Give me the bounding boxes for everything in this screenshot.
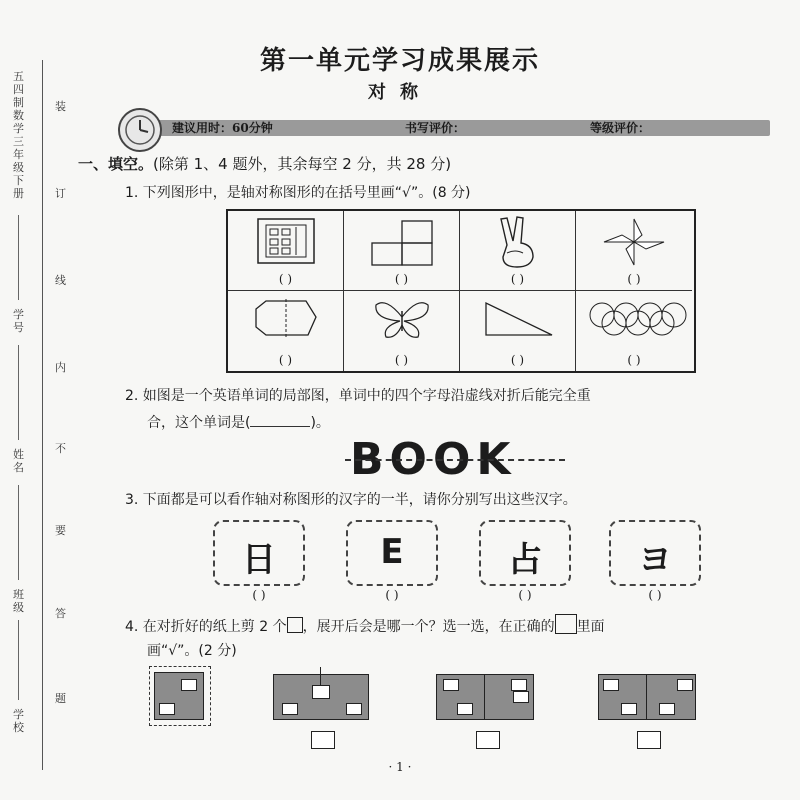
page-number: · 1 · xyxy=(388,760,412,774)
fold-dash-line xyxy=(345,459,565,461)
binding-char: 装 xyxy=(55,100,66,113)
butterfly-icon xyxy=(372,297,432,341)
answer-paren[interactable]: ( ) xyxy=(278,272,293,286)
hexagon-icon xyxy=(252,299,320,339)
question-2-line2 xyxy=(147,412,330,432)
option-c-paper xyxy=(598,674,696,720)
book-info-text: 五四制 数学 三年级 下册 xyxy=(13,70,24,200)
grid-cell xyxy=(228,291,344,371)
cut-hole xyxy=(511,679,527,691)
option-b-paper xyxy=(436,674,534,720)
answer-paren[interactable]: ( ) xyxy=(510,272,525,286)
clock-icon xyxy=(118,108,162,152)
answer-paren[interactable]: ( ) xyxy=(627,353,641,367)
half-char: E xyxy=(380,532,404,572)
cut-hole xyxy=(312,685,330,699)
option-c-checkbox[interactable] xyxy=(637,731,661,749)
question-4-line1 xyxy=(125,614,605,636)
writing-eval-label: 书写评价： xyxy=(405,121,466,135)
option-a-checkbox[interactable] xyxy=(311,731,335,749)
answer-paren[interactable]: ( ) xyxy=(278,353,293,367)
grid-cell xyxy=(460,291,576,371)
grade-eval-label: 等级评价： xyxy=(590,121,651,135)
cut-hole xyxy=(603,679,619,691)
half-char-box xyxy=(609,520,701,586)
answer-paren[interactable]: ( ) xyxy=(385,588,399,602)
answer-paren[interactable]: ( ) xyxy=(252,588,266,602)
grid-cell xyxy=(228,211,344,291)
cut-hole xyxy=(181,679,197,691)
option-b-checkbox[interactable] xyxy=(476,731,500,749)
page-subtitle: 对称 xyxy=(368,82,432,103)
fold-arrow xyxy=(320,667,321,685)
small-square-icon xyxy=(287,617,303,633)
page-title: 第一单元学习成果展示 xyxy=(259,46,540,76)
grid-cell xyxy=(344,291,460,371)
section-note: (除第 1、4 题外，其余每空 2 分，共 28 分) xyxy=(153,155,452,173)
grid-cell xyxy=(460,211,576,291)
answer-square-icon xyxy=(555,614,577,634)
question-4-line2: 画“√”。(2 分) xyxy=(147,643,237,659)
grid-cell xyxy=(344,211,460,291)
olympic-rings-icon xyxy=(584,301,688,337)
book-word-figure: BOOK xyxy=(350,440,517,476)
answer-paren[interactable]: ( ) xyxy=(394,353,409,367)
name-label: 姓名 xyxy=(13,448,24,474)
answer-paren[interactable]: ( ) xyxy=(518,588,532,602)
answer-paren[interactable]: ( ) xyxy=(648,588,662,602)
binding-char: 题 xyxy=(55,692,66,705)
cut-hole xyxy=(457,703,473,715)
cut-hole xyxy=(677,679,693,691)
time-label: 建议用时：60分钟 xyxy=(172,121,273,135)
name-blank xyxy=(18,345,19,440)
binding-char: 线 xyxy=(55,274,66,287)
half-char: ヨ xyxy=(638,540,672,580)
binding-char: 订 xyxy=(55,187,66,200)
triangle-icon xyxy=(482,299,556,339)
section-heading xyxy=(78,153,451,174)
l-blocks-icon xyxy=(366,217,438,267)
half-char: 占 xyxy=(508,540,542,580)
fold-line xyxy=(646,675,647,719)
cut-hole xyxy=(659,703,675,715)
half-char-box xyxy=(213,520,305,586)
victory-hand-icon xyxy=(493,215,543,269)
binding-char: 内 xyxy=(55,361,66,374)
answer-paren[interactable]: ( ) xyxy=(510,353,525,367)
q4-text-mid: ，展开后会是哪一个？选一选，在正确的 xyxy=(302,619,555,635)
binding-char: 要 xyxy=(55,524,66,537)
folded-paper xyxy=(154,672,204,720)
binding-line xyxy=(42,60,43,770)
half-char-box xyxy=(346,520,438,586)
window-icon xyxy=(256,217,316,265)
half-char: 日 xyxy=(242,540,276,580)
binding-char: 答 xyxy=(55,607,66,620)
student-no-blank xyxy=(18,215,19,300)
binding-char: 不 xyxy=(55,442,66,455)
cut-hole xyxy=(443,679,459,691)
answer-paren[interactable]: ( ) xyxy=(394,272,409,286)
q4-text-pre: 4. 在对折好的纸上剪 2 个 xyxy=(125,619,287,635)
fold-line xyxy=(484,675,485,719)
cut-hole xyxy=(513,691,529,703)
half-char-box xyxy=(479,520,571,586)
q4-text-post: 里面 xyxy=(576,619,605,635)
student-no-label: 学号 xyxy=(13,308,24,334)
cut-hole xyxy=(159,703,175,715)
question-1: 1. 下列图形中，是轴对称图形的在括号里画“√”。(8 分) xyxy=(125,185,471,201)
answer-blank[interactable] xyxy=(250,426,310,427)
grid-cell xyxy=(576,211,692,291)
q2-text-pre: 合，这个单词是( xyxy=(147,415,251,431)
cut-hole xyxy=(282,703,298,715)
section-title: 一、填空。 xyxy=(78,155,154,173)
question-3: 3. 下面都是可以看作轴对称图形的汉字的一半，请你分别写出这些汉字。 xyxy=(125,492,577,508)
cut-hole xyxy=(346,703,362,715)
cut-hole xyxy=(621,703,637,715)
q2-text-post: )。 xyxy=(310,415,330,431)
school-label: 学校 xyxy=(13,708,24,734)
option-a-paper xyxy=(273,674,369,720)
pinwheel-icon xyxy=(598,215,670,269)
class-blank xyxy=(18,485,19,580)
class-label: 班级 xyxy=(13,588,24,614)
school-blank xyxy=(18,620,19,700)
question-2-line1: 2. 如图是一个英语单词的局部图，单词中的四个字母沿虚线对折后能完全重 xyxy=(125,388,591,404)
figure-grid xyxy=(226,209,696,373)
info-bar xyxy=(150,120,770,136)
grid-cell xyxy=(576,291,692,371)
answer-paren[interactable]: ( ) xyxy=(627,272,641,286)
